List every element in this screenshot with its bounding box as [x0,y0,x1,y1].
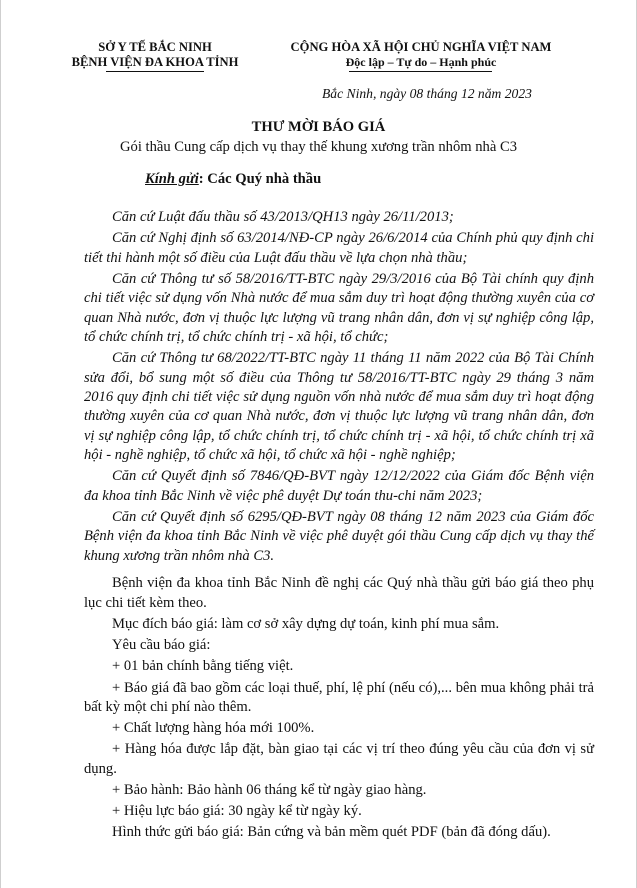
submission-paragraph: Hình thức gửi báo giá: Bản cứng và bản mềm quét PDF (bản đã đóng dấu). [112,824,551,841]
requirement-item: + 01 bản chính bằng tiếng việt. [112,658,294,675]
legal-basis-6: Căn cứ Quyết định số 6295/QĐ-BVT ngày 08 tháng 12 năm 2023 của Giám đốc Bệnh viện đa khoa tỉnh Bắc Ninh về việc phê duyệt gói thầu Cung cấp dịch vụ thay thế khung xương trần nhôm nhà C3. [84,509,594,564]
requirement-item: + Chất lượng hàng hóa mới 100%. [112,720,315,737]
national-title: CỘNG HÒA XÃ HỘI CHỦ NGHĨA VIỆT NAM [290,40,552,54]
legal-basis-5: Căn cứ Quyết định số 7846/QĐ-BVT ngày 12/12/2022 của Giám đốc Bệnh viện đa khoa tỉnh Bắc Ninh về việc phê duyệt Dự toán thu-chi năm 2023; [84,468,594,504]
issuer-underline [106,71,204,72]
issuer-header [52,40,258,70]
intro-paragraph: Bệnh viện đa khoa tỉnh Bắc Ninh đề nghị các Quý nhà thầu gửi báo giá theo phụ lục chi tiết kèm theo. [84,575,594,611]
document-title: THƯ MỜI BÁO GIÁ [251,119,386,135]
legal-basis-1: Căn cứ Luật đấu thầu số 43/2013/QH13 ngày 26/11/2013; [112,209,454,225]
requirements-heading: Yêu cầu báo giá: [112,637,211,654]
legal-basis-3: Căn cứ Thông tư số 58/2016/TT-BTC ngày 29/3/2016 của Bộ Tài chính quy định chi tiết việc sử dụng vốn Nhà nước để mua sắm duy trì hoạt động thường xuyên của cơ quan Nhà nước, đơn vị thuộc lực lượng vũ trang nhân dân, đơn vị sự nghiệp công lập, tổ chức chính trị, tổ chức chính trị - xã hội, tổ chức; [84,270,594,346]
requirement-item: + Hiệu lực báo giá: 30 ngày kể từ ngày ký. [112,803,362,820]
document-subtitle: Gói thầu Cung cấp dịch vụ thay thế khung xương trần nhôm nhà C3 [119,139,518,155]
document-date: Bắc Ninh, ngày 08 tháng 12 năm 2023 [322,86,532,101]
requirement-item: + Bảo hành: Bảo hành 06 tháng kể từ ngày giao hàng. [112,781,427,798]
greeting-recipients: : Các Quý nhà thầu [198,171,322,187]
motto-underline [349,71,492,72]
issuer-hospital: BỆNH VIỆN ĐA KHOA TỈNH [71,55,239,69]
greeting-label: Kính gửi [145,171,199,187]
national-motto: Độc lập – Tự do – Hạnh phúc [345,55,497,69]
greeting [145,171,321,188]
requirement-item: + Báo giá đã bao gồm các loại thuế, phí, lệ phí (nếu có),... bên mua không phải trả bất kỳ một chi phí nào thêm. [84,679,594,715]
national-motto-header [256,40,586,70]
document-body [84,208,594,843]
purpose-paragraph: Mục đích báo giá: làm cơ sở xây dựng dự toán, kinh phí mua sắm. [112,615,500,632]
legal-basis-2: Căn cứ Nghị định số 63/2014/NĐ-CP ngày 26/6/2014 của Chính phủ quy định chi tiết thi hành một số điều của Luật đấu thầu về lựa chọn nhà thầu; [84,230,594,266]
issuer-department: SỞ Y TẾ BẮC NINH [98,40,212,54]
legal-basis-4: Căn cứ Thông tư 68/2022/TT-BTC ngày 11 tháng 11 năm 2022 của Bộ Tài Chính sửa đổi, bổ sung một số điều của Thông tư 58/2016/TT-BTC ngày 29 tháng 3 năm 2016 quy định chi tiết việc sử dụng nguồn vốn nhà nước để mua sắm duy trì hoạt động thường xuyên của cơ quan Nhà nước, đơn vị thuộc lực lượng vũ trang nhân dân, đơn vị sự nghiệp công lập, tổ chức chính trị, tổ chức chính trị - xã hội, tổ chức chính trị xã hội - nghề nghiệp, tổ chức xã hội, tổ chức xã hội - nghề nghiệp; [84,350,594,464]
requirement-item: + Hàng hóa được lắp đặt, bàn giao tại các vị trí theo đúng yêu cầu của đơn vị sử dụng. [84,741,594,777]
